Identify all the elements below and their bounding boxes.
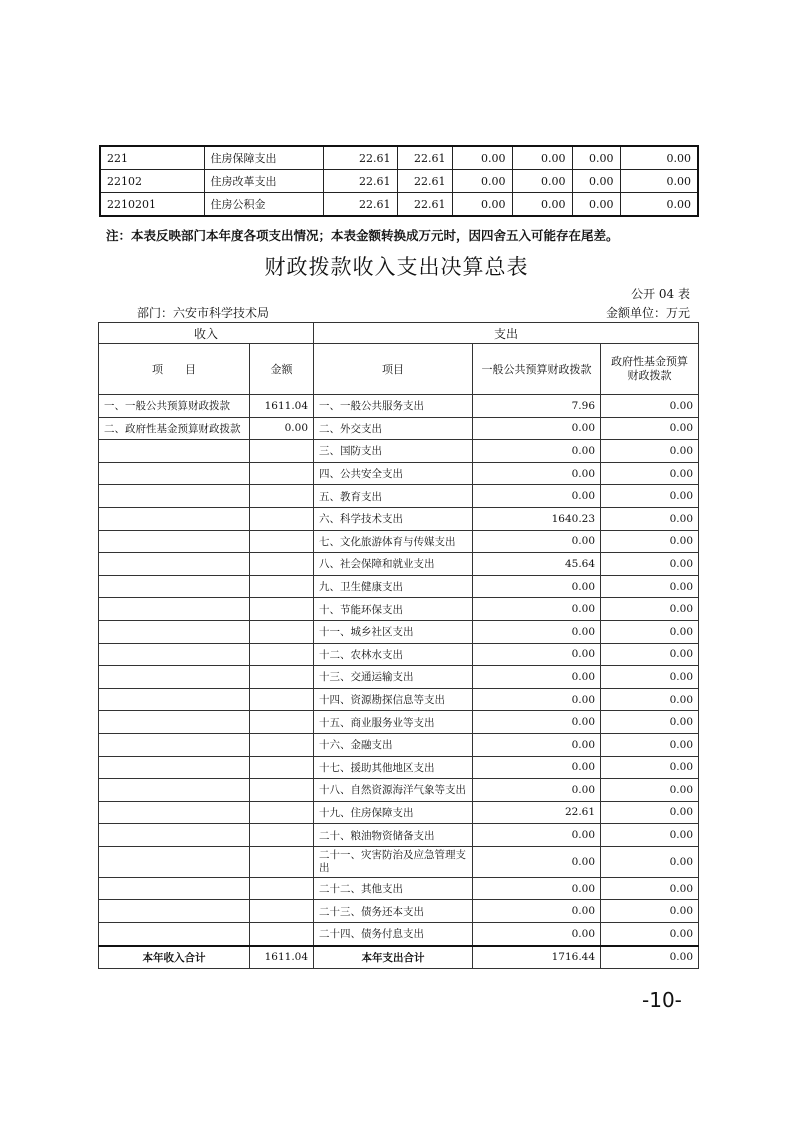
cell-exp-item: 十六、金融支出: [314, 733, 473, 756]
col-expense-item: 项目: [314, 344, 473, 395]
cell-exp-item: 十八、自然资源海洋气象等支出: [314, 779, 473, 802]
cell-general: 0.00: [473, 733, 601, 756]
cell-inc-item: [99, 824, 250, 847]
cell-fund: 0.00: [601, 756, 699, 779]
cell-exp-item: 十九、住房保障支出: [314, 801, 473, 824]
table-row: [100, 193, 698, 217]
cell-exp-item: 十一、城乡社区支出: [314, 620, 473, 643]
cell-general: 22.61: [473, 801, 601, 824]
cell-fund: 0.00: [601, 395, 699, 418]
cell-exp-item: 二十二、其他支出: [314, 877, 473, 900]
table-row: [99, 756, 699, 779]
col-fund-budget: 政府性基金预算财政拨款: [601, 344, 699, 395]
cell-inc-amount: [250, 824, 314, 847]
cell-fund: 0.00: [601, 711, 699, 734]
cell-fund: 0.00: [601, 530, 699, 553]
budget-summary-table: [98, 322, 699, 969]
cell-inc-item: [99, 620, 250, 643]
col-general-budget: 一般公共预算财政拨款: [473, 344, 601, 395]
cell-v5: 0.00: [572, 170, 620, 193]
table-row: [99, 530, 699, 553]
cell-fund: 0.00: [601, 688, 699, 711]
col-income-amount: 金额: [250, 344, 314, 395]
cell-inc-amount: [250, 923, 314, 946]
form-code: 公开 04 表: [631, 287, 690, 301]
cell-v3: 0.00: [452, 170, 512, 193]
department-label: 部门：六安市科学技术局: [137, 306, 270, 320]
table-row: [100, 170, 698, 193]
cell-general: 0.00: [473, 824, 601, 847]
cell-inc-amount: [250, 530, 314, 553]
cell-inc-item: 一、一般公共预算财政拨款: [99, 395, 250, 418]
table-row: [99, 417, 699, 440]
cell-exp-item: 六、科学技术支出: [314, 507, 473, 530]
table-row: [99, 733, 699, 756]
group-header-row: [99, 323, 699, 344]
cell-v4: 0.00: [512, 146, 572, 170]
cell-exp-item: 八、社会保障和就业支出: [314, 553, 473, 576]
cell-fund: 0.00: [601, 846, 699, 877]
total-general: 1716.44: [473, 946, 601, 969]
cell-general: 45.64: [473, 553, 601, 576]
cell-exp-item: 七、文化旅游体育与传媒支出: [314, 530, 473, 553]
cell-name: 住房改革支出: [204, 170, 323, 193]
table-row: [99, 801, 699, 824]
cell-general: 0.00: [473, 923, 601, 946]
cell-exp-item: 十四、资源勘探信息等支出: [314, 688, 473, 711]
cell-v1: 22.61: [323, 146, 397, 170]
total-fund: 0.00: [601, 946, 699, 969]
cell-v2: 22.61: [397, 170, 452, 193]
cell-fund: 0.00: [601, 666, 699, 689]
cell-exp-item: 五、教育支出: [314, 485, 473, 508]
cell-inc-amount: [250, 711, 314, 734]
table-note: 注：本表反映部门本年度各项支出情况；本表金额转换成万元时，因四舍五入可能存在尾差。: [106, 228, 619, 243]
table-row: [99, 923, 699, 946]
cell-fund: 0.00: [601, 900, 699, 923]
cell-v2: 22.61: [397, 193, 452, 217]
cell-general: 0.00: [473, 598, 601, 621]
cell-fund: 0.00: [601, 485, 699, 508]
cell-fund: 0.00: [601, 553, 699, 576]
cell-exp-item: 十、节能环保支出: [314, 598, 473, 621]
cell-code: 221: [100, 146, 204, 170]
cell-inc-amount: [250, 485, 314, 508]
cell-inc-amount: [250, 801, 314, 824]
table-row: [99, 485, 699, 508]
cell-exp-item: 十三、交通运输支出: [314, 666, 473, 689]
cell-general: 0.00: [473, 575, 601, 598]
cell-inc-item: [99, 575, 250, 598]
cell-general: 0.00: [473, 462, 601, 485]
table-row: [99, 395, 699, 418]
cell-inc-item: [99, 877, 250, 900]
cell-inc-item: 二、政府性基金预算财政拨款: [99, 417, 250, 440]
cell-fund: 0.00: [601, 923, 699, 946]
expense-header: 支出: [314, 323, 699, 344]
cell-inc-item: [99, 923, 250, 946]
cell-general: 0.00: [473, 846, 601, 877]
cell-general: 0.00: [473, 643, 601, 666]
cell-exp-item: 二、外交支出: [314, 417, 473, 440]
cell-general: 0.00: [473, 620, 601, 643]
cell-code: 2210201: [100, 193, 204, 217]
cell-exp-item: 十五、商业服务业等支出: [314, 711, 473, 734]
cell-inc-amount: [250, 462, 314, 485]
cell-exp-item: 一、一般公共服务支出: [314, 395, 473, 418]
cell-fund: 0.00: [601, 877, 699, 900]
cell-exp-item: 二十、粮油物资储备支出: [314, 824, 473, 847]
cell-general: 0.00: [473, 900, 601, 923]
cell-fund: 0.00: [601, 801, 699, 824]
cell-exp-item: 二十四、债务付息支出: [314, 923, 473, 946]
cell-inc-amount: [250, 779, 314, 802]
page-title: 财政拨款收入支出决算总表: [264, 255, 529, 279]
cell-general: 0.00: [473, 530, 601, 553]
cell-inc-amount: [250, 900, 314, 923]
cell-v2: 22.61: [397, 146, 452, 170]
table-row: [99, 900, 699, 923]
cell-v1: 22.61: [323, 170, 397, 193]
cell-general: 0.00: [473, 711, 601, 734]
cell-general: 0.00: [473, 756, 601, 779]
cell-v6: 0.00: [620, 170, 698, 193]
cell-inc-amount: [250, 733, 314, 756]
cell-inc-amount: [250, 688, 314, 711]
cell-v5: 0.00: [572, 146, 620, 170]
cell-general: 0.00: [473, 666, 601, 689]
cell-v4: 0.00: [512, 193, 572, 217]
cell-fund: 0.00: [601, 598, 699, 621]
cell-inc-item: [99, 733, 250, 756]
table-row: [99, 666, 699, 689]
cell-general: 0.00: [473, 417, 601, 440]
table-row: [99, 877, 699, 900]
cell-general: 0.00: [473, 485, 601, 508]
table-row: [99, 553, 699, 576]
cell-inc-amount: [250, 877, 314, 900]
cell-v3: 0.00: [452, 146, 512, 170]
table-row: [99, 575, 699, 598]
cell-name: 住房公积金: [204, 193, 323, 217]
column-header-row: [99, 344, 699, 395]
cell-inc-item: [99, 485, 250, 508]
expense-detail-table: [99, 145, 699, 217]
cell-fund: 0.00: [601, 575, 699, 598]
cell-fund: 0.00: [601, 733, 699, 756]
cell-inc-item: [99, 530, 250, 553]
cell-inc-amount: 0.00: [250, 417, 314, 440]
page-number: -10-: [642, 988, 682, 1012]
table-row: [99, 688, 699, 711]
cell-general: 0.00: [473, 688, 601, 711]
cell-inc-amount: [250, 553, 314, 576]
cell-fund: 0.00: [601, 417, 699, 440]
cell-inc-amount: [250, 440, 314, 463]
cell-inc-amount: [250, 666, 314, 689]
cell-inc-item: [99, 462, 250, 485]
cell-fund: 0.00: [601, 643, 699, 666]
cell-v6: 0.00: [620, 146, 698, 170]
cell-exp-item: 十二、农林水支出: [314, 643, 473, 666]
cell-v5: 0.00: [572, 193, 620, 217]
cell-exp-item: 九、卫生健康支出: [314, 575, 473, 598]
total-inc-label: 本年收入合计: [99, 946, 250, 969]
cell-inc-item: [99, 440, 250, 463]
cell-general: 7.96: [473, 395, 601, 418]
cell-v1: 22.61: [323, 193, 397, 217]
cell-inc-amount: 1611.04: [250, 395, 314, 418]
cell-inc-item: [99, 756, 250, 779]
cell-inc-amount: [250, 507, 314, 530]
cell-inc-item: [99, 553, 250, 576]
total-row: [99, 946, 699, 969]
table-row: [99, 711, 699, 734]
table-row: [99, 440, 699, 463]
cell-v3: 0.00: [452, 193, 512, 217]
table-row: [99, 779, 699, 802]
cell-code: 22102: [100, 170, 204, 193]
cell-exp-item: 四、公共安全支出: [314, 462, 473, 485]
cell-inc-amount: [250, 575, 314, 598]
cell-exp-item: 二十三、债务还本支出: [314, 900, 473, 923]
cell-inc-amount: [250, 620, 314, 643]
cell-fund: 0.00: [601, 620, 699, 643]
total-exp-label: 本年支出合计: [314, 946, 473, 969]
cell-general: 0.00: [473, 440, 601, 463]
cell-exp-item: 三、国防支出: [314, 440, 473, 463]
cell-exp-item: 十七、援助其他地区支出: [314, 756, 473, 779]
income-header: 收入: [99, 323, 314, 344]
cell-inc-item: [99, 711, 250, 734]
table-row: [99, 598, 699, 621]
table-row: [99, 620, 699, 643]
table-row: [99, 643, 699, 666]
cell-exp-item: 二十一、灾害防治及应急管理支出: [314, 846, 473, 877]
unit-label: 金额单位：万元: [605, 306, 690, 320]
table-row: [99, 846, 699, 877]
cell-fund: 0.00: [601, 507, 699, 530]
table-row: [99, 507, 699, 530]
cell-fund: 0.00: [601, 462, 699, 485]
cell-v4: 0.00: [512, 170, 572, 193]
cell-fund: 0.00: [601, 779, 699, 802]
cell-inc-item: [99, 779, 250, 802]
cell-inc-item: [99, 846, 250, 877]
cell-fund: 0.00: [601, 824, 699, 847]
cell-inc-amount: [250, 598, 314, 621]
cell-fund: 0.00: [601, 440, 699, 463]
cell-inc-item: [99, 666, 250, 689]
table-row: [99, 824, 699, 847]
cell-inc-amount: [250, 846, 314, 877]
cell-inc-amount: [250, 756, 314, 779]
cell-inc-item: [99, 801, 250, 824]
cell-inc-item: [99, 900, 250, 923]
col-income-item: 项 目: [99, 344, 250, 395]
total-inc-amount: 1611.04: [250, 946, 314, 969]
cell-name: 住房保障支出: [204, 146, 323, 170]
table-row: [100, 146, 698, 170]
cell-inc-item: [99, 643, 250, 666]
cell-general: 1640.23: [473, 507, 601, 530]
cell-inc-amount: [250, 643, 314, 666]
table-row: [99, 462, 699, 485]
cell-general: 0.00: [473, 779, 601, 802]
cell-v6: 0.00: [620, 193, 698, 217]
cell-inc-item: [99, 688, 250, 711]
cell-inc-item: [99, 598, 250, 621]
cell-general: 0.00: [473, 877, 601, 900]
cell-inc-item: [99, 507, 250, 530]
